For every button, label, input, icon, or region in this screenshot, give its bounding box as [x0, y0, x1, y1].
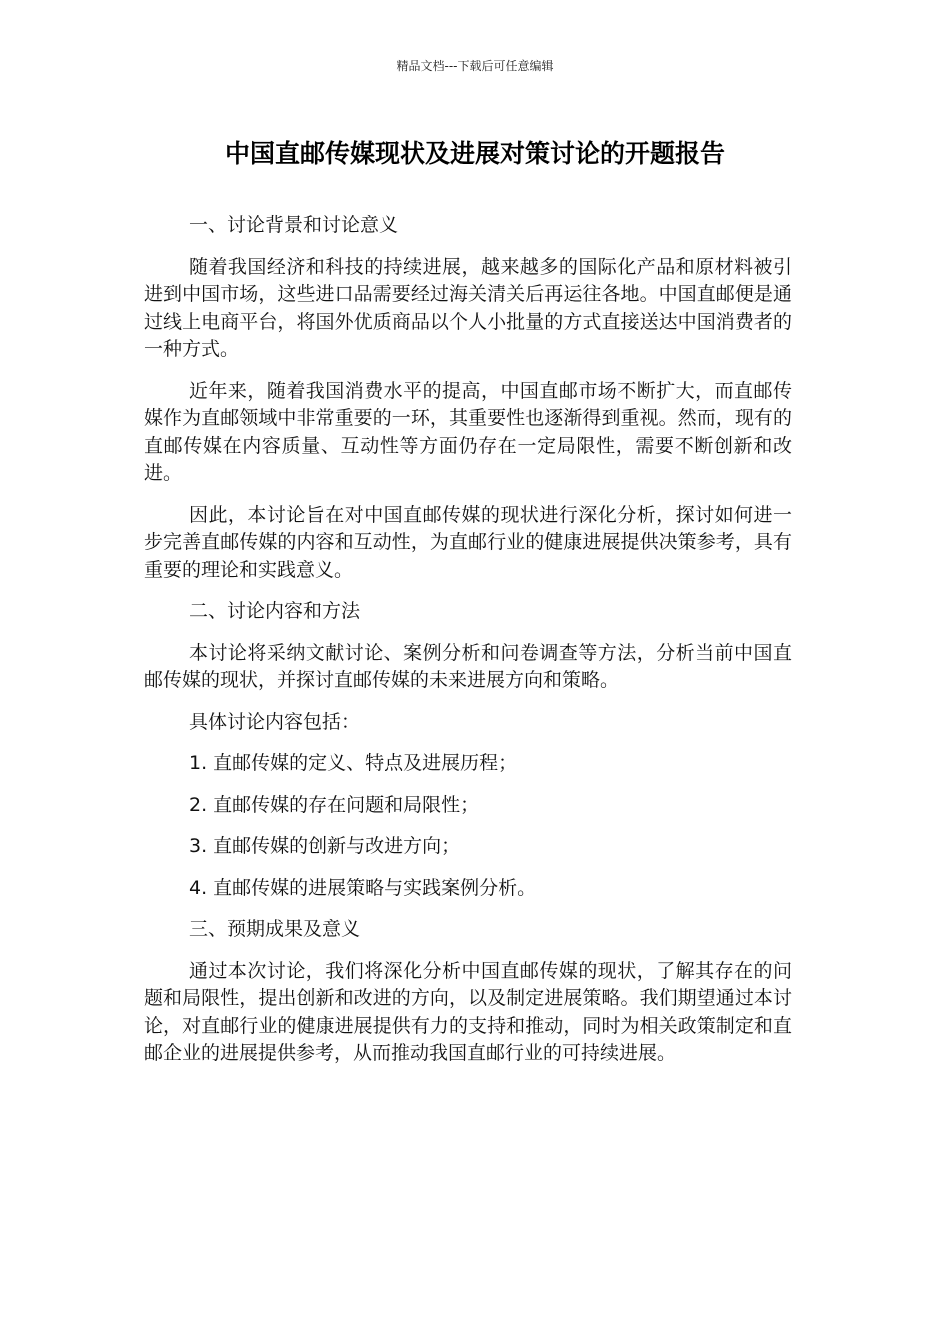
section-heading-background: 一、讨论背景和讨论意义 — [189, 214, 399, 236]
paragraph-background-2: 近年来，随着我国消费水平的提高，中国直邮市场不断扩大，而直邮传媒作为直邮领域中非常重要的一环，其重要性也逐渐得到重视。然而，现有的直邮传媒在内容质量、互动性等方面仍存在一定局限性，需要不断创新和改进。 — [144, 379, 792, 484]
document-title: 中国直邮传媒现状及进展对策讨论的开题报告 — [224, 139, 725, 168]
list-item-1: 1. 直邮传媒的定义、特点及进展历程； — [189, 752, 518, 774]
header-note: 精品文档---下载后可任意编辑 — [396, 59, 554, 73]
paragraph-content-1: 本讨论将采纳文献讨论、案例分析和问卷调查等方法，分析当前中国直邮传媒的现状，并探讨直邮传媒的未来进展方向和策略。 — [144, 641, 792, 691]
paragraph-results-1: 通过本次讨论，我们将深化分析中国直邮传媒的现状，了解其存在的问题和局限性，提出创新和改进的方向，以及制定进展策略。我们期望通过本讨论，对直邮行业的健康进展提供有力的支持和推动，同时为相关政策制定和直邮企业的进展提供参考，从而推动我国直邮行业的可持续进展。 — [144, 959, 792, 1064]
list-item-4: 4. 直邮传媒的进展策略与实践案例分析。 — [189, 876, 537, 899]
paragraph-background-3: 因此，本讨论旨在对中国直邮传媒的现状进行深化分析，探讨如何进一步完善直邮传媒的内容和互动性，为直邮行业的健康进展提供决策参考，具有重要的理论和实践意义。 — [144, 503, 792, 581]
document-body — [144, 212, 792, 1082]
section-heading-content: 二、讨论内容和方法 — [189, 600, 361, 622]
list-item-2: 2. 直邮传媒的存在问题和局限性； — [189, 793, 480, 816]
paragraph-background-1: 随着我国经济和科技的持续进展，越来越多的国际化产品和原材料被引进到中国市场，这些进口品需要经过海关清关后再运往各地。中国直邮便是通过线上电商平台，将国外优质商品以个人小批量的方式直接送达中国消费者的一种方式。 — [144, 255, 792, 360]
section-heading-results: 三、预期成果及意义 — [189, 918, 361, 940]
paragraph-content-2: 具体讨论内容包括： — [189, 710, 361, 733]
list-item-3: 3. 直邮传媒的创新与改进方向； — [189, 835, 461, 857]
